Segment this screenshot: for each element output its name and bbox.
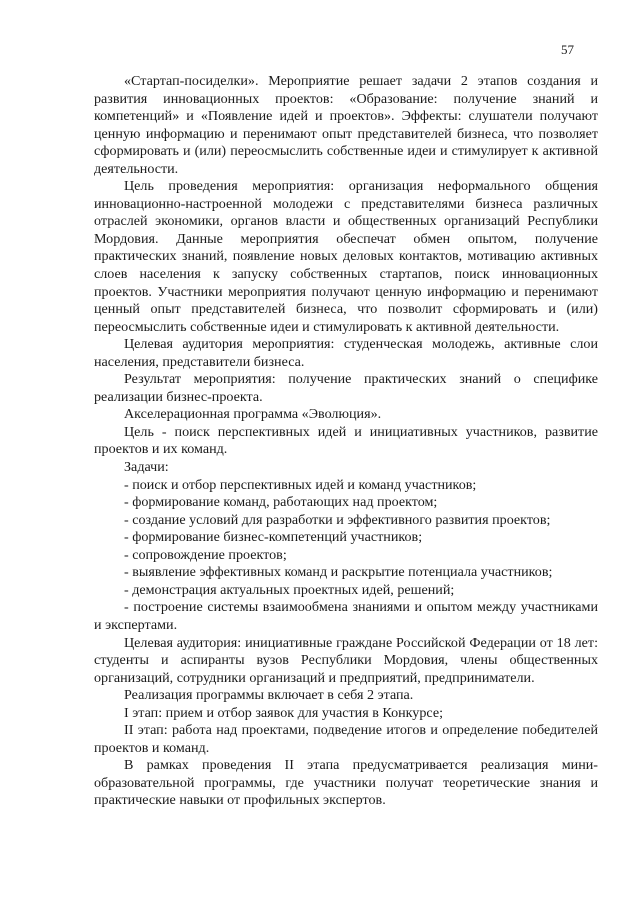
list-item: - поиск и отбор перспективных идей и команд участников;: [124, 476, 477, 493]
paragraph: Акселерационная программа «Эволюция».: [124, 406, 382, 423]
paragraph: Результат мероприятия: получение практических знаний о специфике реализации бизнес-проекта.: [94, 371, 598, 405]
paragraph: Реализация программы включает в себя 2 этапа.: [124, 687, 414, 704]
paragraph: «Стартап-посиделки». Мероприятие решает задачи 2 этапов создания и развития инновационных проектов: «Образование: получение знаний и компетенций» и «Появление идей и проектов». Эффекты: слушатели получают ценную информацию и перенимают опыт представителей бизнеса, что позволяет сформировать и (или) переосмыслить собственные идеи и стимулирует к активной деятельности.: [94, 73, 598, 177]
list-item: - формирование бизнес-компетенций участников;: [124, 529, 423, 546]
paragraph: II этап: работа над проектами, подведение итогов и определение победителей проектов и команд.: [94, 722, 598, 756]
list-item: - демонстрация актуальных проектных идей, решений;: [124, 581, 455, 598]
page-number: 57: [561, 42, 574, 57]
paragraph: В рамках проведения II этапа предусматривается реализация мини-образовательной программы, где участники получат теоретические знания и практические навыки от профильных экспертов.: [94, 757, 598, 809]
paragraph: Задачи:: [124, 459, 169, 476]
list-item: - построение системы взаимообмена знаниями и опытом между участниками и экспертами.: [94, 599, 598, 633]
list-item: - сопровождение проектов;: [124, 546, 287, 563]
body-text: [94, 73, 598, 810]
list-item: - создание условий для разработки и эффективного развития проектов;: [124, 511, 551, 528]
list-item: - формирование команд, работающих над проектом;: [124, 494, 438, 511]
paragraph: Целевая аудитория: инициативные граждане Российской Федерации от 18 лет: студенты и аспиранты вузов Республики Мордовия, члены общественных организаций, сотрудники организаций и предприятий, предприниматели.: [94, 634, 598, 686]
paragraph: Цель - поиск перспективных идей и инициативных участников, развитие проектов и их команд.: [94, 423, 598, 458]
paragraph: Цель проведения мероприятия: организация неформального общения инновационно-настроенной молодежи с представителями бизнеса различных отраслей экономики, органов власти и общественных организаций Республики Мордовия. Данные мероприятия обеспечат обмен опытом, получение практических знаний, появление новых деловых контактов, мотивацию активных слоев населения к запуску собственных стартапов, поиск инновационных проектов. Участники мероприятия получают ценную информацию и перенимают ценный опыт представителей бизнеса, что позволит сформировать и (или) переосмыслить собственные идеи и стимулировать к активной деятельности.: [94, 178, 598, 335]
list-item: - выявление эффективных команд и раскрытие потенциала участников;: [124, 564, 553, 581]
paragraph: I этап: прием и отбор заявок для участия в Конкурсе;: [124, 704, 444, 721]
paragraph: Целевая аудитория мероприятия: студенческая молодежь, активные слои населения, представители бизнеса.: [94, 336, 598, 370]
